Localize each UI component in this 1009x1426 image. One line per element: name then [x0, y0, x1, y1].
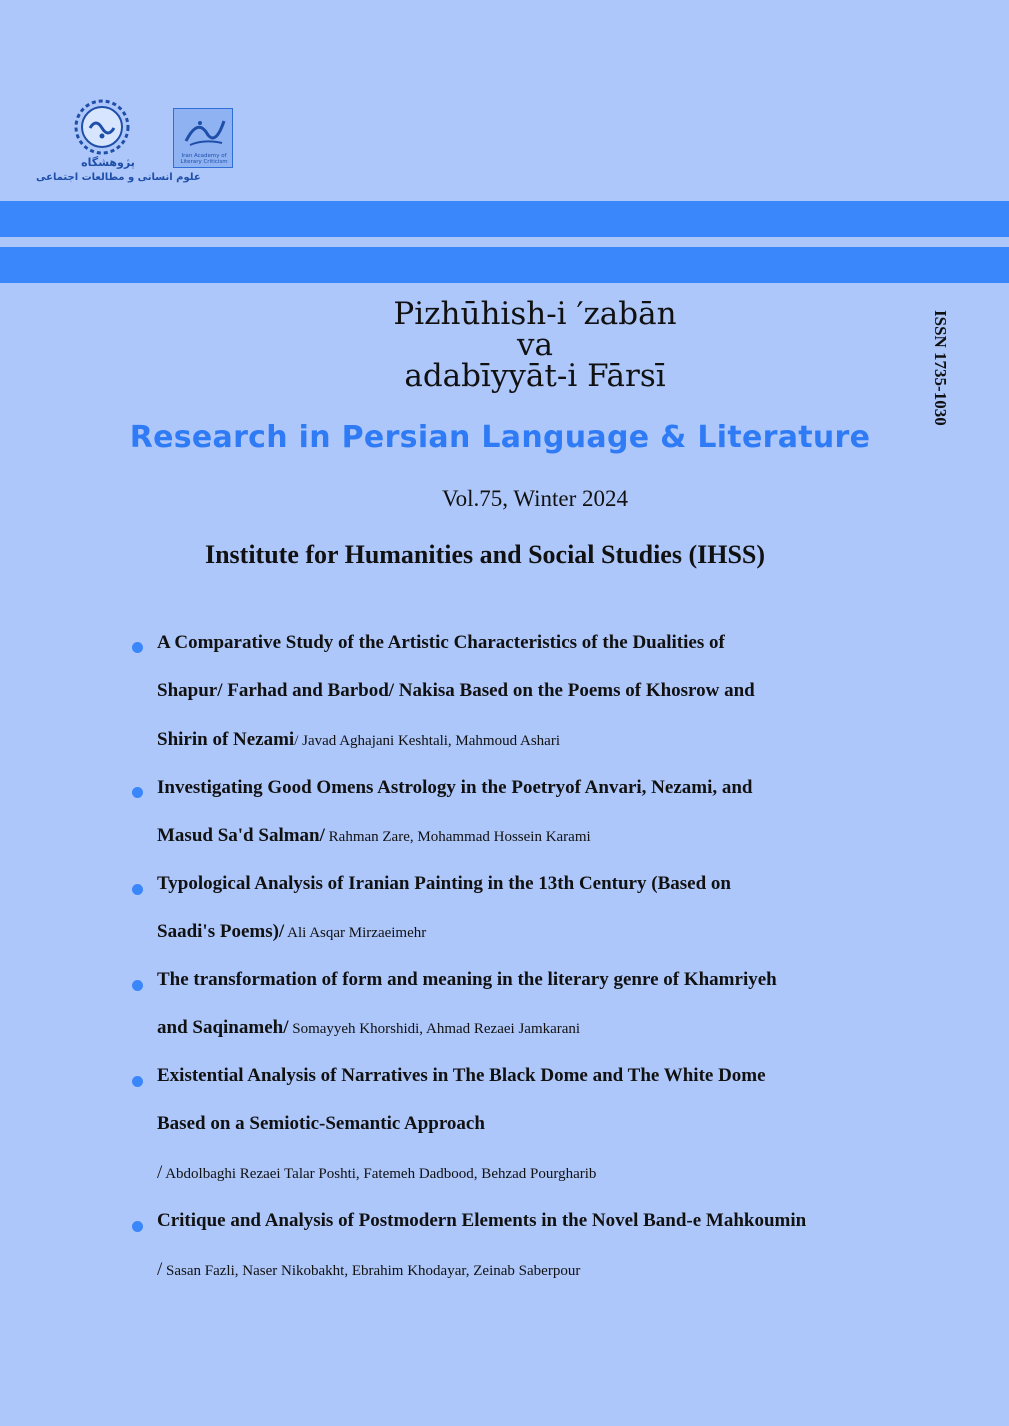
article-authors: Somayyeh Khorshidi, Ahmad Rezaei Jamkarani — [288, 1021, 581, 1037]
bullet-icon — [132, 884, 143, 895]
journal-title: Research in Persian Language & Literature — [129, 420, 871, 455]
article-title-line: Shapur/ Farhad and Barbod/ Nakisa Based on the Poems of Khosrow and — [157, 680, 755, 701]
academy-logo-text: Iran Academy of Literary Criticism — [180, 153, 228, 165]
ihss-logo — [36, 96, 201, 196]
transliterated-title-line1: Pizhūhish-i ′zabān — [393, 296, 677, 332]
article-authors: / Javad Aghajani Keshtali, Mahmoud Ashari — [294, 733, 561, 749]
academy-logo — [173, 108, 233, 168]
issn-number: ISSN 1735-1030 — [931, 310, 950, 426]
top-stripe — [0, 201, 1009, 237]
bullet-icon — [132, 1221, 143, 1232]
article-title-line: Saadi's Poems)/ Ali Asqar Mirzaeimehr — [157, 921, 427, 942]
publisher-name: Institute for Humanities and Social Studies (IHSS) — [204, 540, 766, 569]
article-title-line: and Saqinameh/ Somayyeh Khorshidi, Ahmad Rezaei Jamkarani — [157, 1017, 581, 1038]
issue-info: Vol.75, Winter 2024 — [441, 486, 629, 511]
ihss-logo-line2: علوم انسانی و مطالعات اجتماعی — [36, 172, 201, 183]
bullet-icon — [132, 980, 143, 991]
article-title-line: Critique and Analysis of Postmodern Elements in the Novel Band-e Mahkoumin — [157, 1210, 807, 1231]
bullet-icon — [132, 642, 143, 653]
article-title-line: A Comparative Study of the Artistic Characteristics of the Dualities of — [157, 632, 725, 653]
bullet-icon — [132, 787, 143, 798]
academy-calligraphy-icon — [178, 111, 230, 151]
article-authors: Rahman Zare, Mohammad Hossein Karami — [324, 829, 591, 845]
article-title-line: / Sasan Fazli, Naser Nikobakht, Ebrahim Khodayar, Zeinab Saberpour — [157, 1259, 581, 1280]
article-title-line: Masud Sa'd Salman/ Rahman Zare, Mohammad Hossein Karami — [157, 825, 591, 846]
article-title-line: Shirin of Nezami/ Javad Aghajani Keshtali, Mahmoud Ashari — [157, 729, 561, 750]
ihss-logo-line1: پژوهشگاه — [81, 156, 135, 169]
article-title-line: / Abdolbaghi Rezaei Talar Poshti, Fatemeh Dadbood, Behzad Pourgharib — [157, 1162, 597, 1183]
article-authors: Abdolbaghi Rezaei Talar Poshti, Fatemeh Dadbood, Behzad Pourgharib — [162, 1166, 597, 1182]
transliterated-title-line2: va — [517, 327, 553, 363]
second-stripe — [0, 247, 1009, 283]
article-authors: Sasan Fazli, Naser Nikobakht, Ebrahim Khodayar, Zeinab Saberpour — [162, 1263, 581, 1279]
article-title-line: Based on a Semiotic-Semantic Approach — [157, 1113, 485, 1134]
bullet-icon — [132, 1076, 143, 1087]
article-authors: Ali Asqar Mirzaeimehr — [284, 925, 427, 941]
article-title-line: Existential Analysis of Narratives in The Black Dome and The White Dome — [157, 1065, 766, 1086]
article-title-line: The transformation of form and meaning in the literary genre of Khamriyeh — [157, 969, 777, 990]
transliterated-title-line3: adabīyyāt-i Fārsī — [404, 358, 666, 394]
article-title-line: Typological Analysis of Iranian Painting in the 13th Century (Based on — [157, 873, 731, 894]
ihss-emblem-icon — [70, 98, 134, 156]
article-title-line: Investigating Good Omens Astrology in the Poetryof Anvari, Nezami, and — [157, 777, 753, 798]
